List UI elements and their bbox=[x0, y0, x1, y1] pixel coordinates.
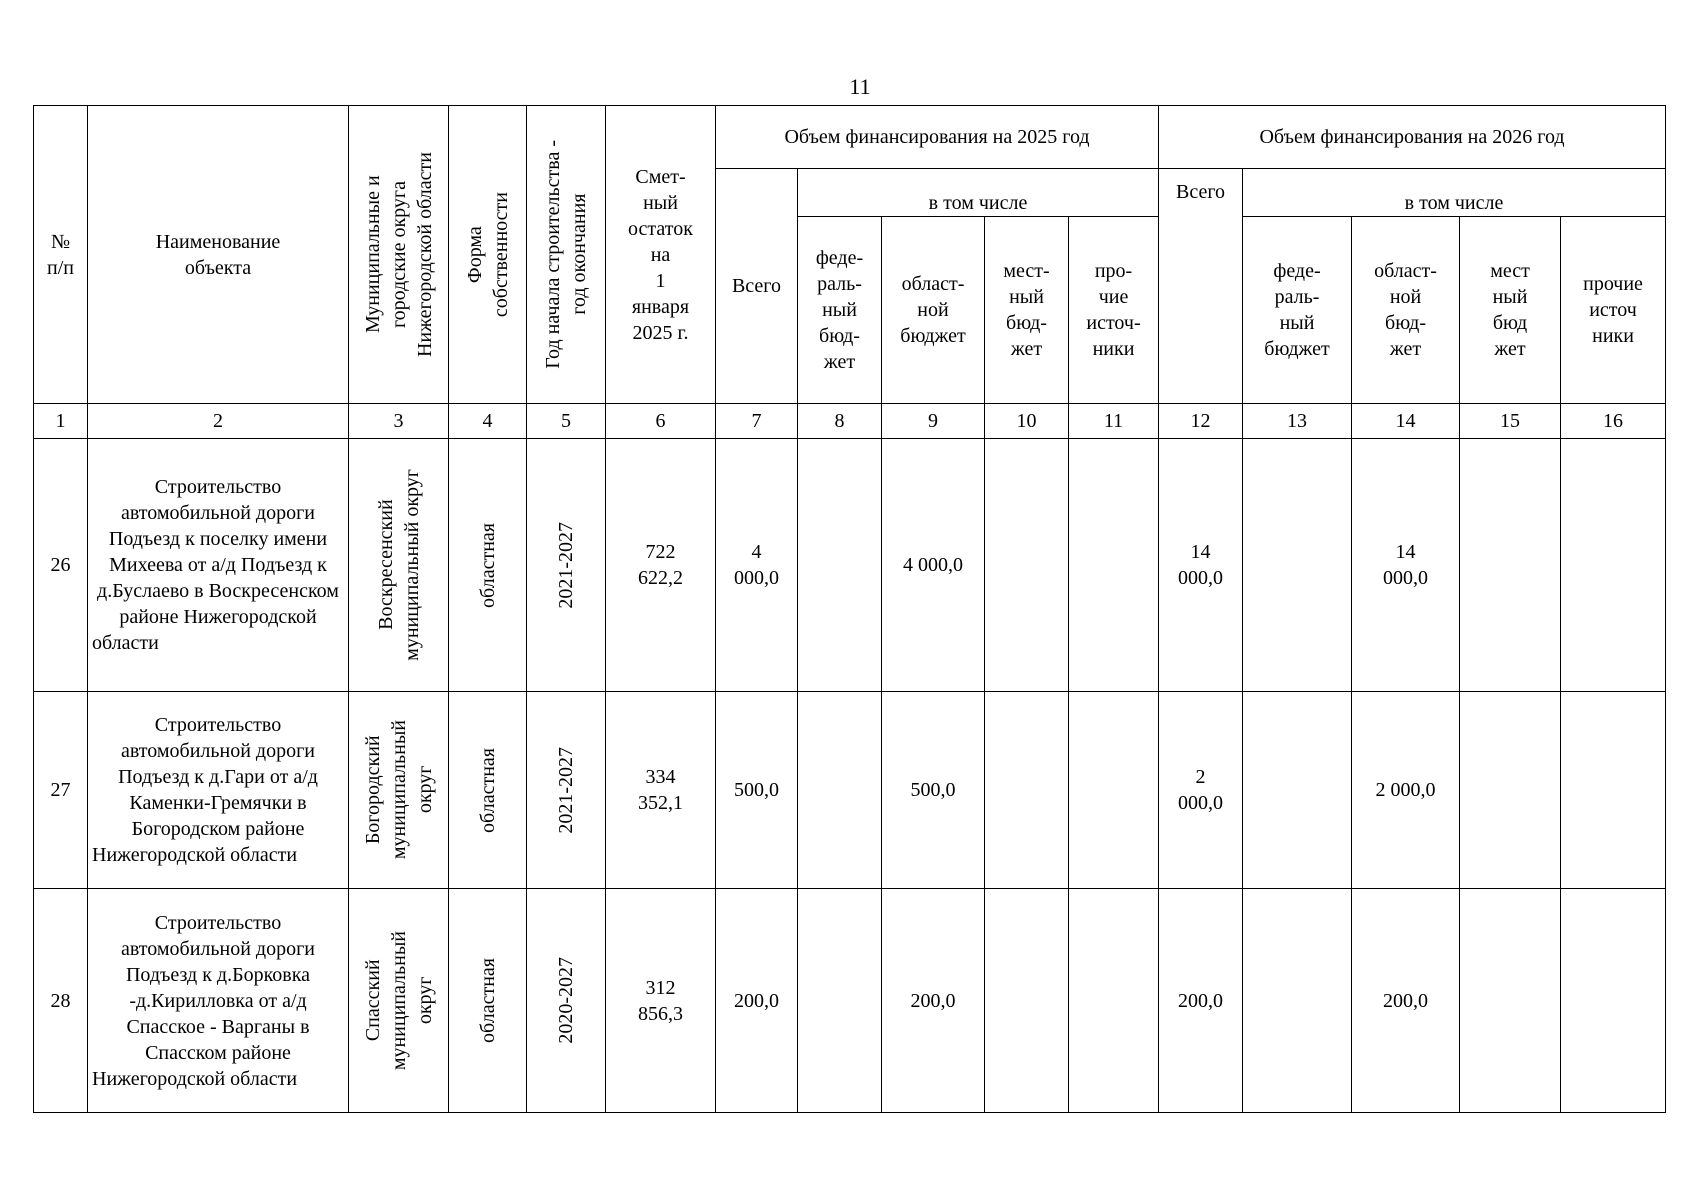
total-2025-cell: 200,0 bbox=[716, 889, 798, 1113]
column-number-row bbox=[34, 404, 1666, 439]
column-number: 7 bbox=[716, 404, 798, 439]
regional-2026-cell: 200,0 bbox=[1352, 889, 1460, 1113]
federal-2025-cell bbox=[798, 439, 882, 692]
total-2026-cell: 14 000,0 bbox=[1159, 439, 1243, 692]
header-regional-2026: област- ной бюд- жет bbox=[1352, 217, 1460, 404]
years-cell bbox=[527, 889, 606, 1113]
regional-2025-cell: 500,0 bbox=[882, 692, 985, 889]
column-number: 5 bbox=[527, 404, 606, 439]
district-cell bbox=[349, 692, 449, 889]
header-local-2026: мест ный бюд жет bbox=[1460, 217, 1561, 404]
local-2026-cell bbox=[1460, 692, 1561, 889]
column-number: 3 bbox=[349, 404, 449, 439]
header-years-text: Год начала строительства - год окончания bbox=[542, 140, 590, 369]
table-row bbox=[34, 439, 1666, 692]
header-local-2025: мест- ный бюд- жет bbox=[985, 217, 1069, 404]
years-text: 2020-2027 bbox=[555, 957, 577, 1044]
federal-2026-cell bbox=[1243, 692, 1352, 889]
column-number: 9 bbox=[882, 404, 985, 439]
header-other-2025: про- чие источ- ники bbox=[1069, 217, 1159, 404]
district-text: Спасский муниципальный округ bbox=[361, 930, 436, 1071]
header-federal-2026: феде- раль- ный бюджет bbox=[1243, 217, 1352, 404]
ownership-cell bbox=[449, 692, 527, 889]
header-total-2025: Всего bbox=[716, 169, 798, 404]
column-number: 2 bbox=[88, 404, 349, 439]
header-group-2026: Объем финансирования на 2026 год bbox=[1159, 106, 1666, 169]
object-name: Строительство автомобильной дороги Подъезд к д.Гари от а/д Каменки-Гремячки в Богородском районе Нижегородской области bbox=[88, 692, 349, 889]
other-2026-cell bbox=[1561, 692, 1666, 889]
local-2025-cell bbox=[985, 692, 1069, 889]
header-name: Наименование объекта bbox=[88, 106, 349, 404]
district-text: Богородский муниципальный округ bbox=[361, 720, 436, 860]
years-text: 2021-2027 bbox=[555, 746, 577, 834]
years-cell bbox=[527, 439, 606, 692]
column-number: 1 bbox=[34, 404, 88, 439]
local-2025-cell bbox=[985, 439, 1069, 692]
header-incl-2025: в том числе bbox=[798, 169, 1159, 217]
column-number: 14 bbox=[1352, 404, 1460, 439]
financing-table bbox=[33, 105, 1666, 1113]
object-name: Строительство автомобильной дороги Подъезд к д.Борковка -д.Кирилловка от а/д Спасское - Варганы в Спасском районе Нижегородской области bbox=[88, 889, 349, 1113]
row-num: 27 bbox=[34, 692, 88, 889]
local-2025-cell bbox=[985, 889, 1069, 1113]
total-2025-cell: 4 000,0 bbox=[716, 439, 798, 692]
row-num: 26 bbox=[34, 439, 88, 692]
federal-2025-cell bbox=[798, 692, 882, 889]
header-district bbox=[349, 106, 449, 404]
row-num: 28 bbox=[34, 889, 88, 1113]
column-number: 15 bbox=[1460, 404, 1561, 439]
other-2025-cell bbox=[1069, 889, 1159, 1113]
ownership-text: областная bbox=[476, 522, 499, 608]
years-cell bbox=[527, 692, 606, 889]
column-number: 16 bbox=[1561, 404, 1666, 439]
other-2026-cell bbox=[1561, 889, 1666, 1113]
table-row bbox=[34, 889, 1666, 1113]
regional-2025-cell: 200,0 bbox=[882, 889, 985, 1113]
other-2025-cell bbox=[1069, 439, 1159, 692]
other-2025-cell bbox=[1069, 692, 1159, 889]
remainder-cell: 312 856,3 bbox=[606, 889, 716, 1113]
header-incl-2026: в том числе bbox=[1243, 169, 1666, 217]
column-number: 10 bbox=[985, 404, 1069, 439]
total-2026-cell: 200,0 bbox=[1159, 889, 1243, 1113]
other-2026-cell bbox=[1561, 439, 1666, 692]
total-2025-cell: 500,0 bbox=[716, 692, 798, 889]
federal-2026-cell bbox=[1243, 889, 1352, 1113]
years-text: 2021-2027 bbox=[555, 521, 577, 609]
federal-2025-cell bbox=[798, 889, 882, 1113]
header-federal-2025: феде- раль- ный бюд- жет bbox=[798, 217, 882, 404]
header-num: № п/п bbox=[34, 106, 88, 404]
column-number: 11 bbox=[1069, 404, 1159, 439]
remainder-cell: 334 352,1 bbox=[606, 692, 716, 889]
column-number: 4 bbox=[449, 404, 527, 439]
remainder-cell: 722 622,2 bbox=[606, 439, 716, 692]
district-cell bbox=[349, 889, 449, 1113]
header-total-2026: Всего bbox=[1159, 169, 1243, 404]
ownership-text: областная bbox=[476, 958, 499, 1043]
column-number: 13 bbox=[1243, 404, 1352, 439]
column-number: 6 bbox=[606, 404, 716, 439]
header-ownership-text: Форма собственности bbox=[463, 191, 512, 318]
header-district-text: Муниципальные и городские округа Нижегородской области bbox=[361, 151, 436, 358]
table-row bbox=[34, 692, 1666, 889]
header-regional-2025: област- ной бюджет bbox=[882, 217, 985, 404]
local-2026-cell bbox=[1460, 439, 1561, 692]
ownership-text: областная bbox=[476, 747, 499, 833]
object-name: Строительство автомобильной дороги Подъезд к поселку имени Михеева от а/д Подъезд к д.Буслаево в Воскресенском районе Нижегородской области bbox=[88, 439, 349, 692]
local-2026-cell bbox=[1460, 889, 1561, 1113]
regional-2026-cell: 2 000,0 bbox=[1352, 692, 1460, 889]
regional-2025-cell: 4 000,0 bbox=[882, 439, 985, 692]
federal-2026-cell bbox=[1243, 439, 1352, 692]
total-2026-cell: 2 000,0 bbox=[1159, 692, 1243, 889]
district-text: Воскресенский муниципальный округ bbox=[374, 469, 423, 661]
ownership-cell bbox=[449, 439, 527, 692]
regional-2026-cell: 14 000,0 bbox=[1352, 439, 1460, 692]
header-group-2025: Объем финансирования на 2025 год bbox=[716, 106, 1159, 169]
header-remainder: Смет- ный остаток на 1 января 2025 г. bbox=[606, 106, 716, 404]
header-other-2026: прочие источ ники bbox=[1561, 217, 1666, 404]
district-cell bbox=[349, 439, 449, 692]
page-number: 11 bbox=[849, 74, 871, 99]
column-number: 8 bbox=[798, 404, 882, 439]
ownership-cell bbox=[449, 889, 527, 1113]
column-number: 12 bbox=[1159, 404, 1243, 439]
header-years bbox=[527, 106, 606, 404]
header-ownership bbox=[449, 106, 527, 404]
